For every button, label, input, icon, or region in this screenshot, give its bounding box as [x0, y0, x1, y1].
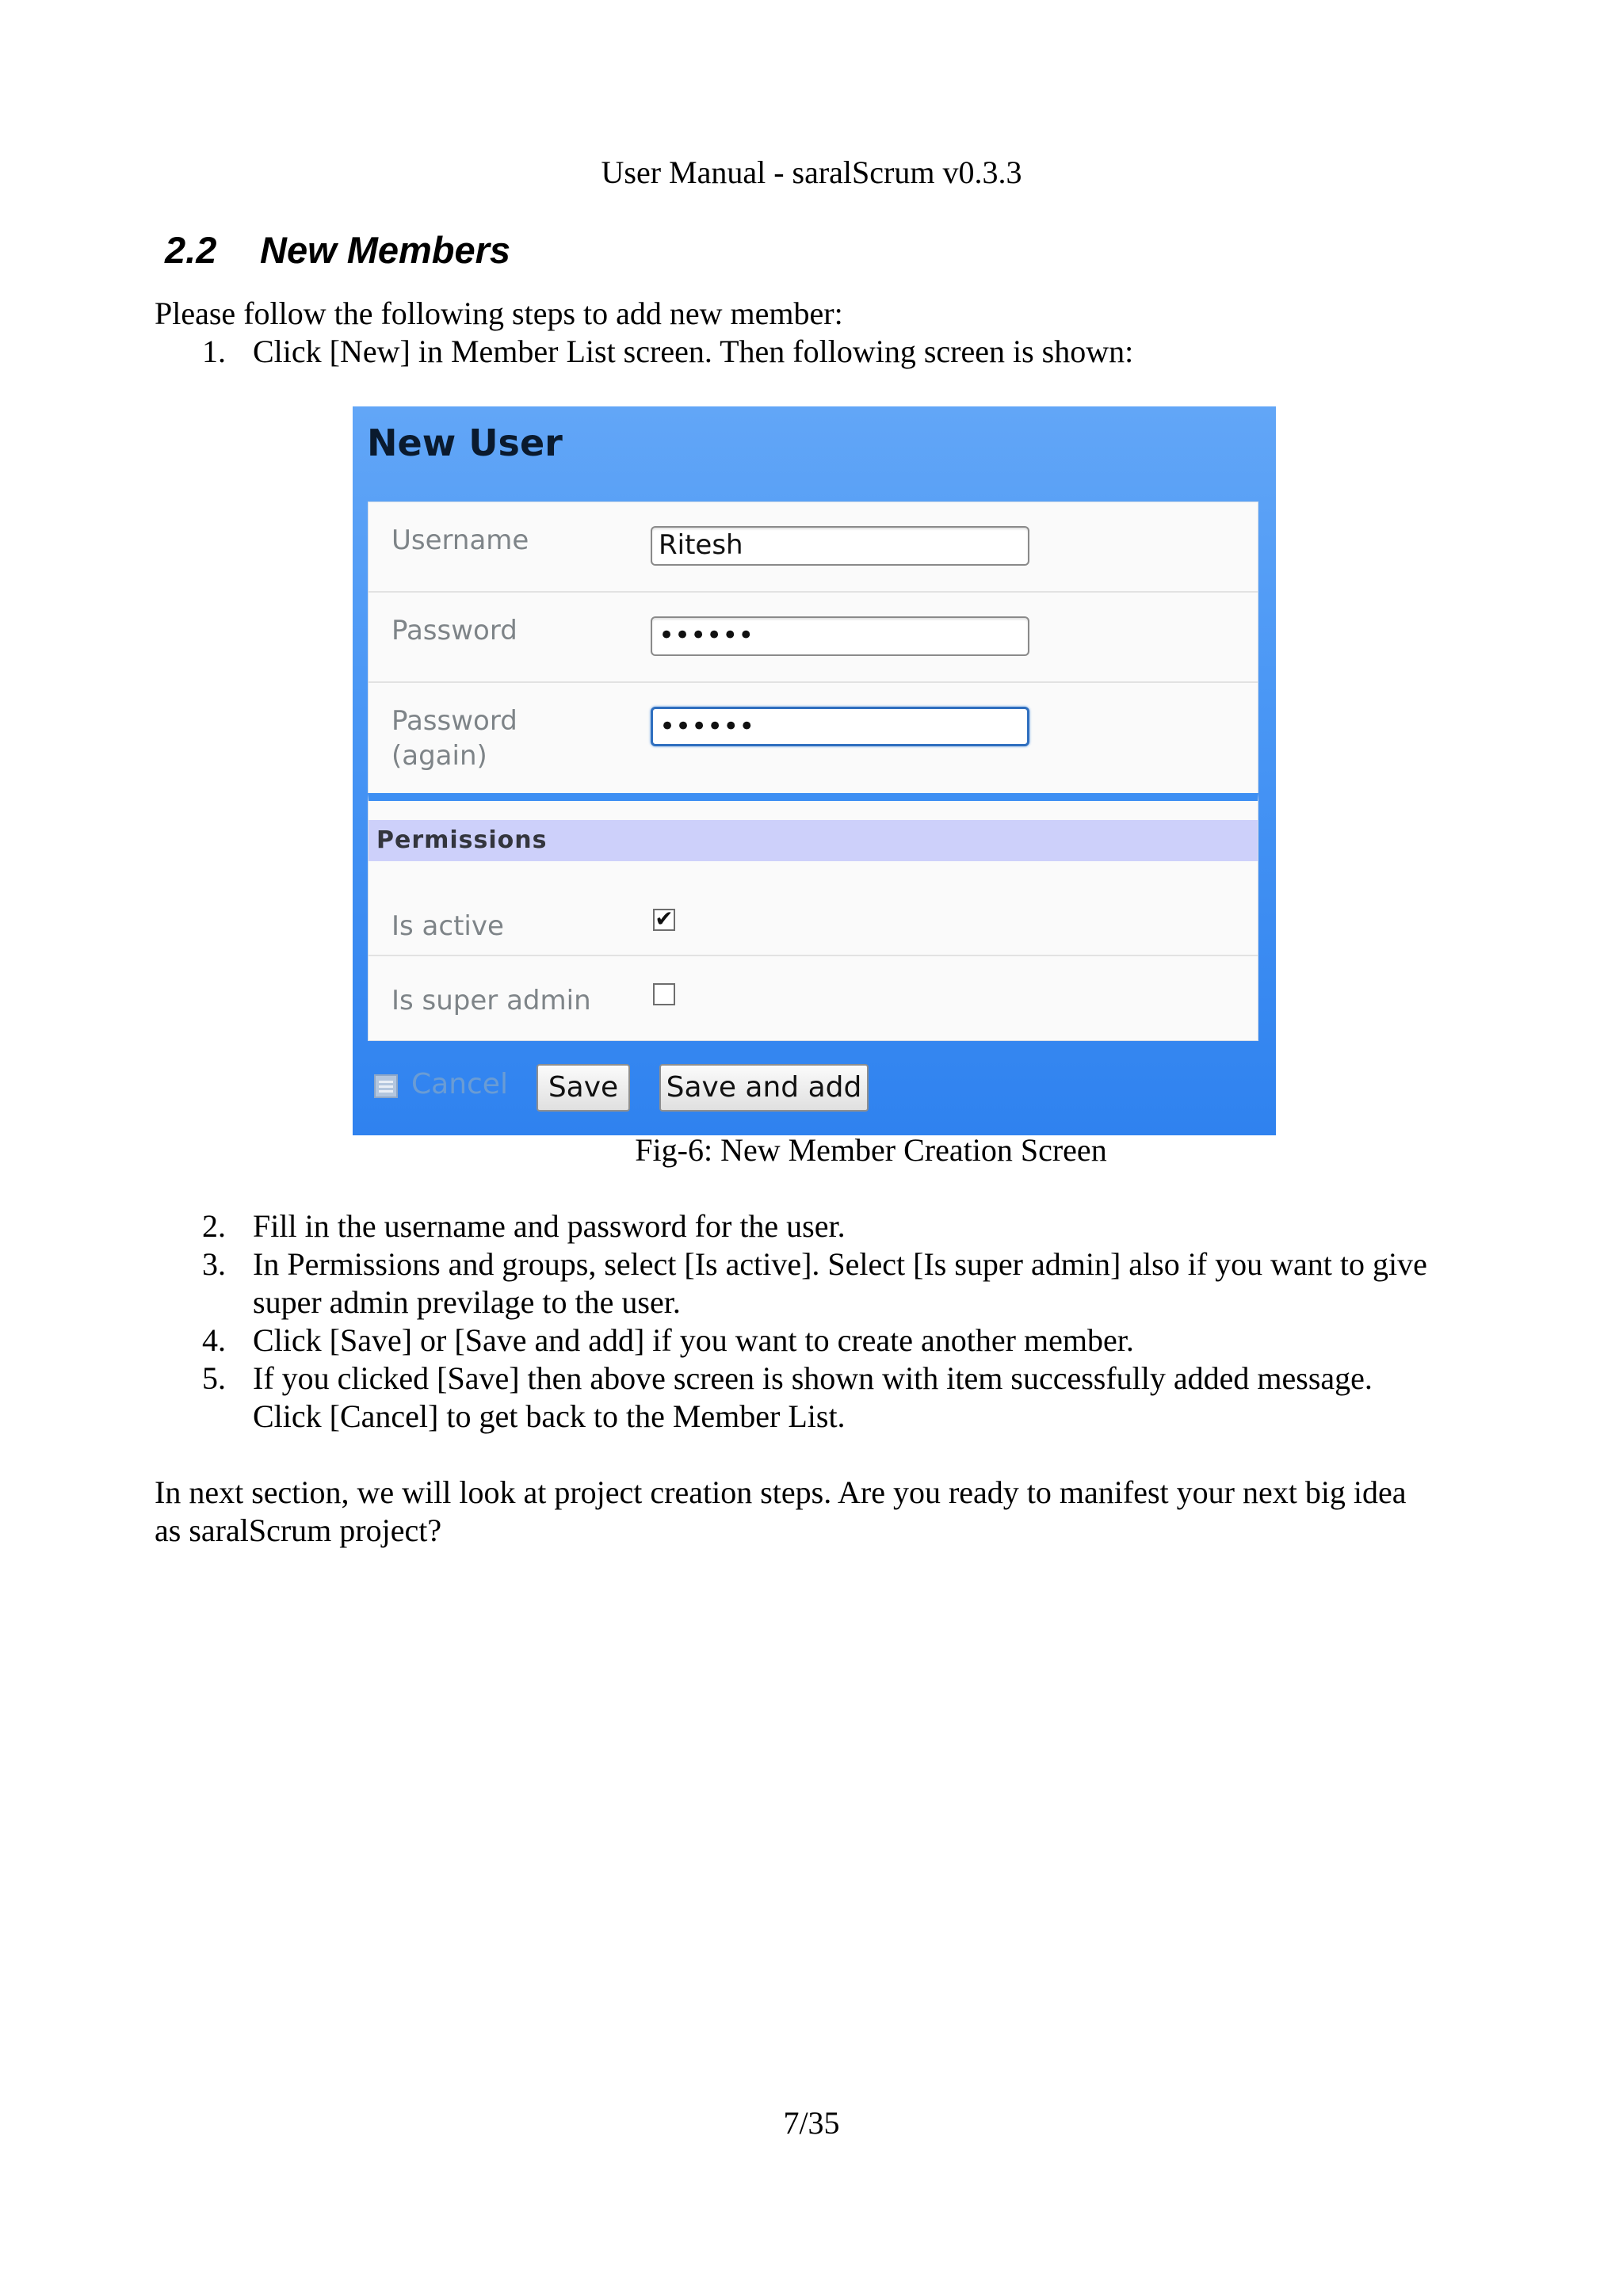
user-form-panel: [368, 502, 1258, 796]
section-heading: [165, 228, 510, 273]
step-text: In Permissions and groups, select [Is active]. Select [Is super admin] also if you want to give: [253, 1246, 1427, 1282]
username-input[interactable]: Ritesh: [651, 526, 1029, 566]
step-number: 4.: [202, 1322, 226, 1358]
step-item: [202, 1360, 1373, 1436]
save-and-add-button[interactable]: Save and add: [659, 1064, 869, 1112]
step-item: [202, 1245, 1427, 1322]
is-active-checkbox[interactable]: ✔: [653, 909, 675, 931]
new-user-screenshot: [353, 406, 1276, 1135]
step-item: [202, 1207, 846, 1245]
page-header: User Manual - saralScrum v0.3.3: [601, 154, 1022, 190]
step-text-continued: Click [Cancel] to get back to the Member List.: [253, 1398, 846, 1434]
username-label: Username: [391, 524, 529, 556]
password-again-label-line2: (again): [391, 740, 487, 772]
step-item: [202, 1322, 1134, 1360]
figure-caption: Fig-6: New Member Creation Screen: [635, 1132, 1107, 1168]
closing-line: as saralScrum project?: [155, 1512, 442, 1548]
password-again-input[interactable]: ••••••: [651, 707, 1029, 746]
section-title: New Members: [260, 229, 511, 271]
step-item: [202, 333, 1133, 371]
step-text: Fill in the username and password for the user.: [253, 1208, 846, 1244]
password-label: Password: [391, 615, 517, 646]
is-active-row: [369, 880, 1258, 956]
closing-line: In next section, we will look at project creation steps. Are you ready to manifest your next big idea: [155, 1474, 1407, 1510]
step-text-continued: super admin previlage to the user.: [253, 1284, 681, 1320]
step-number: 3.: [202, 1246, 226, 1282]
cancel-link[interactable]: Cancel: [411, 1068, 508, 1100]
save-button[interactable]: Save: [537, 1064, 630, 1112]
step-number: 5.: [202, 1360, 226, 1396]
intro-paragraph: Please follow the following steps to add new member:: [155, 296, 843, 331]
is-super-admin-label: Is super admin: [391, 985, 591, 1016]
step-number: 2.: [202, 1208, 226, 1244]
is-super-admin-checkbox[interactable]: [653, 983, 675, 1005]
permissions-header: Permissions: [369, 820, 1258, 861]
password-again-label: [391, 704, 517, 773]
password-input[interactable]: ••••••: [651, 616, 1029, 656]
permissions-panel: [368, 793, 1258, 1041]
username-row: [369, 502, 1258, 593]
is-super-admin-row: [369, 956, 1258, 1032]
password-again-row: [369, 683, 1258, 773]
closing-paragraph: [155, 1474, 1407, 1550]
step-text: Click [New] in Member List screen. Then following screen is shown:: [253, 334, 1134, 369]
section-number: 2.2: [165, 229, 217, 271]
password-again-label-line1: Password: [391, 705, 517, 737]
step-number: 1.: [202, 334, 226, 369]
password-row: [369, 593, 1258, 683]
form-footer: [353, 1048, 1276, 1119]
page-number: 7/35: [783, 2105, 840, 2141]
is-active-label: Is active: [391, 910, 504, 942]
cancel-icon[interactable]: [374, 1074, 398, 1098]
step-text: If you clicked [Save] then above screen is shown with item successfully added message.: [253, 1360, 1373, 1396]
form-title: New User: [367, 421, 563, 464]
step-text: Click [Save] or [Save and add] if you want to create another member.: [253, 1322, 1134, 1358]
